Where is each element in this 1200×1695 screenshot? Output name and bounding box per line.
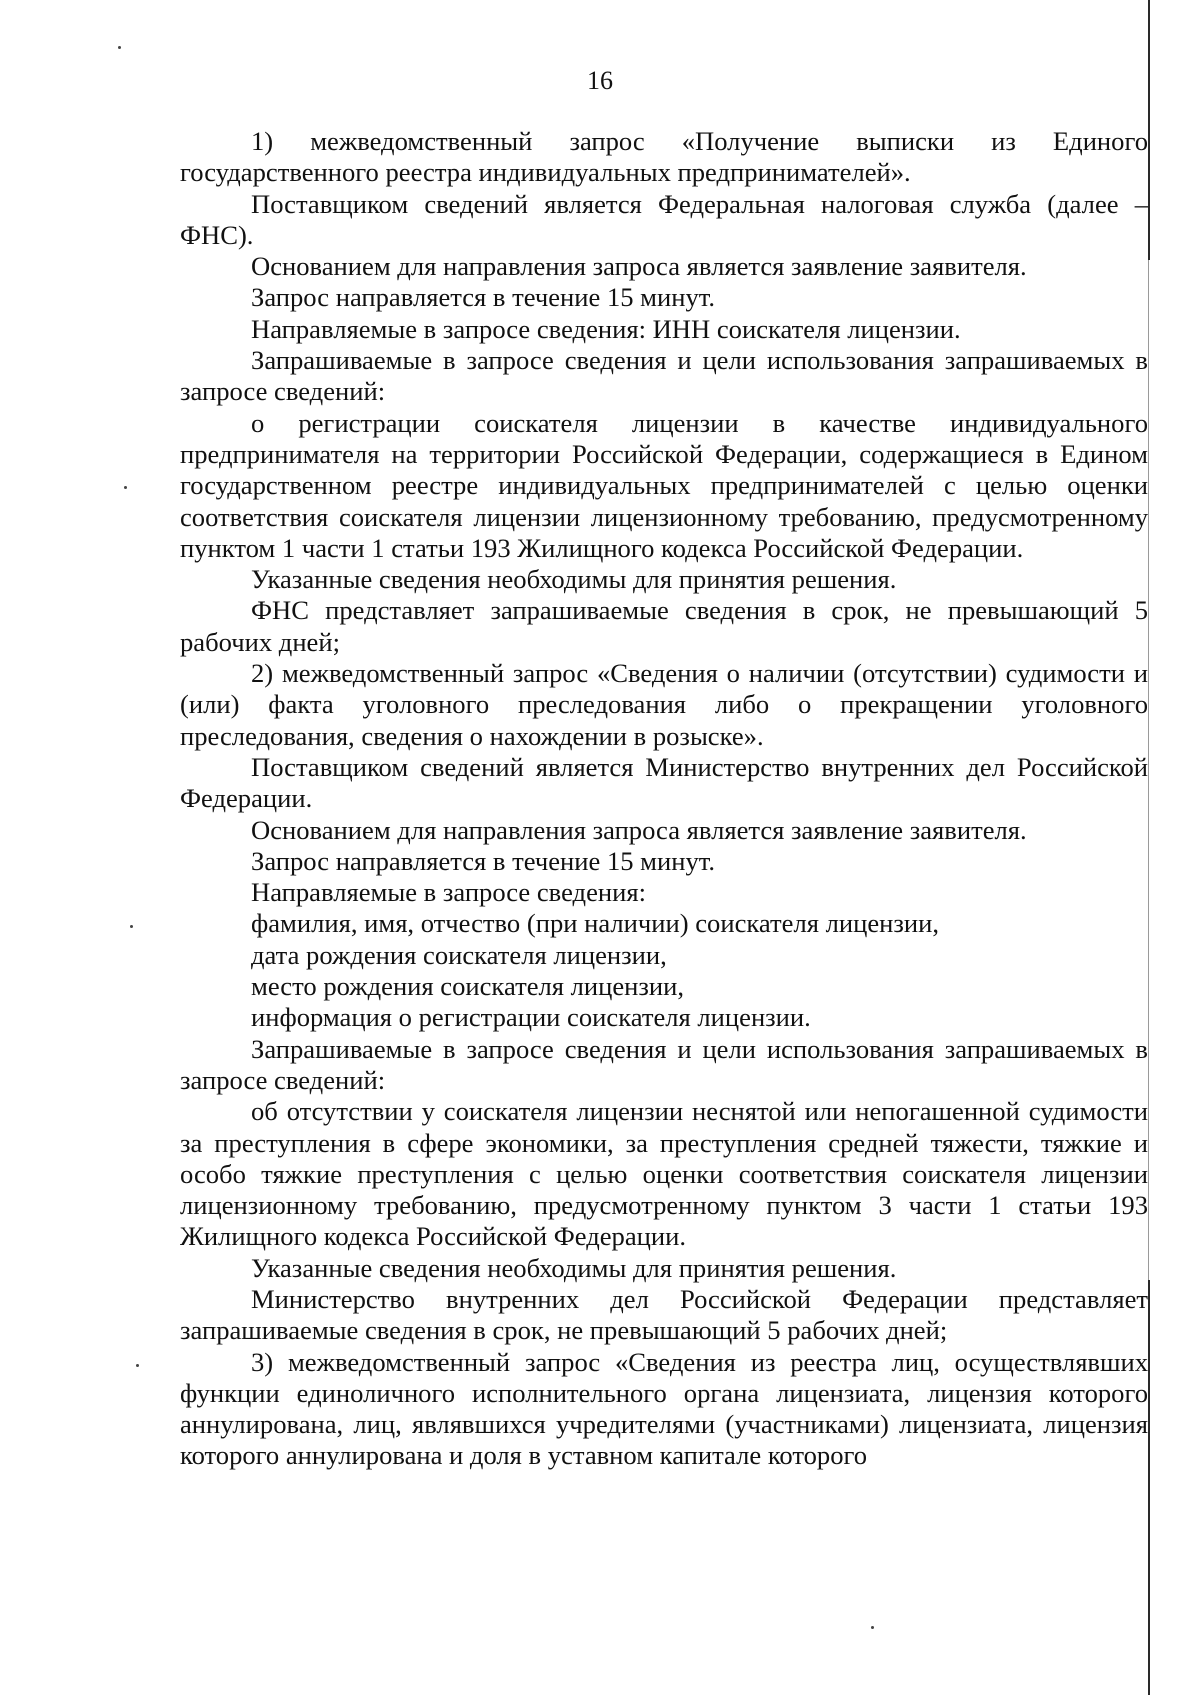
paragraph: Министерство внутренних дел Российской Федерации представляет запрашиваемые сведения в срок, не превышающий 5 рабочих дней; (180, 1283, 1148, 1346)
paragraph: 3) межведомственный запрос «Сведения из реестра лиц, осуществлявших функции единоличного исполнительного органа лицензиата, лицензия которого аннулирована, лиц, являвшихся учредителями (участниками) лицензиата, лицензия которого аннулирована и доля в уставном капитале которого (180, 1346, 1148, 1471)
paragraph: Направляемые в запросе сведения: ИНН соискателя лицензии. (251, 313, 961, 344)
list-item: место рождения соискателя лицензии, (251, 971, 685, 1002)
paragraph: ФНС представляет запрашиваемые сведения в срок, не превышающий 5 рабочих дней; (180, 595, 1148, 657)
paragraph: Запрос направляется в течение 15 минут. (251, 282, 716, 313)
paragraph: Поставщиком сведений является Федеральная налоговая служба (далее – ФНС). (180, 188, 1148, 250)
document-body (180, 126, 1148, 1472)
paragraph: о регистрации соискателя лицензии в качестве индивидуального предпринимателя на территории Российской Федерации, содержащиеся в Едином государственном реестре индивидуальных предпринимателей с целью оценки соответствия соискателя лицензии лицензионному требованию, предусмотренному пунктом 1 части 1 статьи 193 Жилищного кодекса Российской Федерации. (180, 407, 1148, 563)
paragraph: 1) межведомственный запрос «Получение выписки из Единого государственного реестра индивидуальных предпринимателей». (180, 126, 1148, 188)
paragraph: об отсутствии у соискателя лицензии неснятой или непогашенной судимости за преступления в сфере экономики, за преступления средней тяжести, тяжкие и особо тяжкие преступления с целью оценки соответствия соискателя лицензии лицензионному требованию, предусмотренному пунктом 3 части 1 статьи 193 Жилищного кодекса Российской Федерации. (180, 1096, 1148, 1252)
scan-edge-line-middle (1148, 260, 1149, 1280)
paragraph: Указанные сведения необходимы для принятия решения. (251, 564, 897, 595)
list-item: информация о регистрации соискателя лицензии. (251, 1002, 811, 1033)
scan-speck (871, 1626, 874, 1629)
paragraph: Запрос направляется в течение 15 минут. (251, 845, 716, 876)
scan-speck (118, 46, 121, 49)
paragraph: Указанные сведения необходимы для принятия решения. (251, 1252, 897, 1283)
scan-speck (124, 486, 127, 489)
scan-edge-line-top (1148, 0, 1150, 260)
list-item: фамилия, имя, отчество (при наличии) соискателя лицензии, (251, 908, 939, 939)
paragraph: Основанием для направления запроса является заявление заявителя. (251, 251, 1027, 282)
scan-edge-line-bottom (1148, 1280, 1150, 1695)
paragraph: Запрашиваемые в запросе сведения и цели использования запрашиваемых в запросе сведений: (180, 345, 1148, 407)
paragraph: Направляемые в запросе сведения: (251, 877, 646, 908)
paragraph: Запрашиваемые в запросе сведения и цели использования запрашиваемых в запросе сведений: (180, 1033, 1148, 1095)
paragraph: Поставщиком сведений является Министерство внутренних дел Российской Федерации. (180, 751, 1148, 814)
scan-speck (136, 1364, 139, 1367)
paragraph: Основанием для направления запроса является заявление заявителя. (251, 814, 1027, 845)
scan-speck (130, 925, 133, 928)
page-number: 16 (587, 66, 613, 95)
list-item: дата рождения соискателя лицензии, (251, 939, 667, 970)
paragraph: 2) межведомственный запрос «Сведения о наличии (отсутствии) судимости и (или) факта уголовного преследования либо о прекращении уголовного преследования, сведения о нахождении в розыске». (180, 658, 1148, 751)
